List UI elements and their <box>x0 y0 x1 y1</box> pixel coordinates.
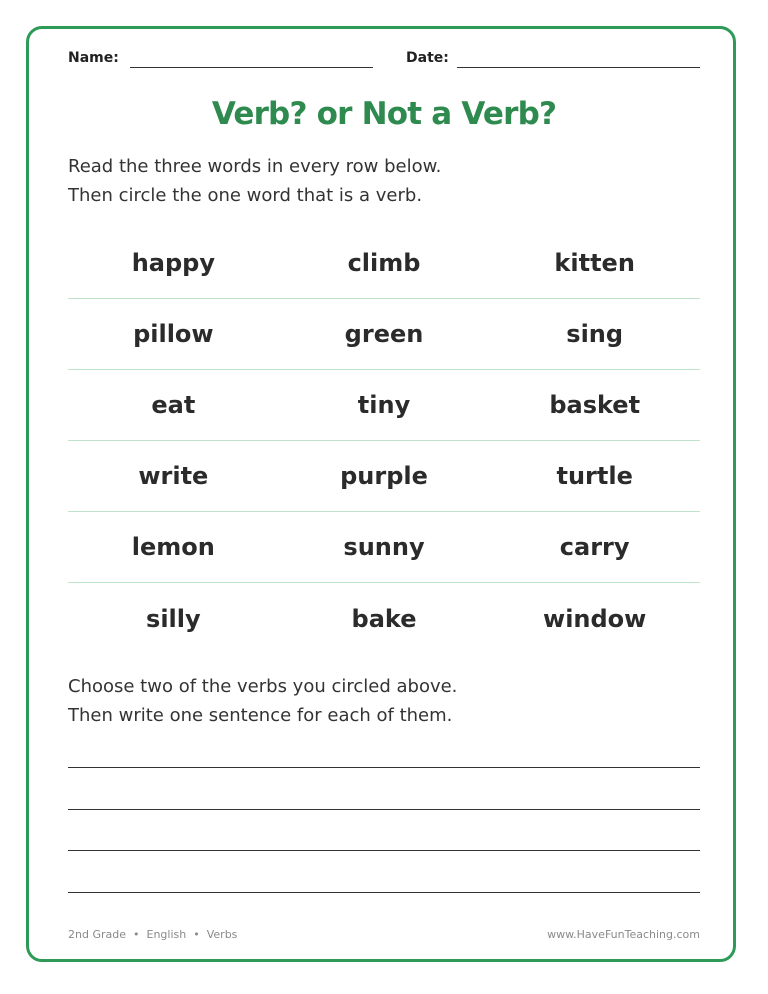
writing-line[interactable] <box>68 850 700 851</box>
word-grid <box>68 228 700 654</box>
word-cell[interactable]: pillow <box>133 320 214 348</box>
writing-line[interactable] <box>68 892 700 893</box>
instruction-line: Then write one sentence for each of them. <box>68 705 453 726</box>
writing-line[interactable] <box>68 767 700 768</box>
instruction-line: Read the three words in every row below. <box>68 156 442 177</box>
word-cell[interactable]: eat <box>151 391 196 419</box>
date-label: Date: <box>406 50 449 66</box>
word-row <box>68 583 700 654</box>
writing-line[interactable] <box>68 809 700 810</box>
word-cell[interactable]: write <box>138 462 209 490</box>
word-cell[interactable]: bake <box>351 604 417 633</box>
word-cell[interactable]: lemon <box>131 533 215 561</box>
name-date-row <box>68 50 700 72</box>
name-label: Name: <box>68 50 119 66</box>
word-cell[interactable]: basket <box>549 391 641 419</box>
instructions-bottom <box>68 672 700 730</box>
word-cell[interactable]: carry <box>559 533 630 561</box>
word-cell[interactable]: sing <box>566 320 624 348</box>
name-field-line[interactable] <box>130 67 373 68</box>
word-cell[interactable]: turtle <box>556 462 633 490</box>
word-cell[interactable]: tiny <box>357 391 411 419</box>
date-field-line[interactable] <box>457 67 700 68</box>
footer-separator: • <box>193 928 200 941</box>
footer-separator: • <box>133 928 140 941</box>
word-row <box>68 228 700 299</box>
footer-subject: English <box>146 928 187 941</box>
word-row <box>68 299 700 370</box>
instructions-top <box>68 152 700 210</box>
footer-breadcrumb <box>68 928 237 941</box>
word-cell[interactable]: purple <box>340 462 428 490</box>
word-row <box>68 512 700 583</box>
word-cell[interactable]: happy <box>131 249 215 277</box>
footer-topic: Verbs <box>206 928 238 941</box>
word-cell[interactable]: silly <box>146 604 201 633</box>
footer-grade: 2nd Grade <box>68 928 126 941</box>
word-row <box>68 441 700 512</box>
footer-website: www.HaveFunTeaching.com <box>547 928 700 941</box>
word-cell[interactable]: window <box>543 604 647 633</box>
instruction-line: Choose two of the verbs you circled above. <box>68 676 458 697</box>
word-cell[interactable]: kitten <box>554 249 635 277</box>
writing-lines <box>68 767 700 933</box>
word-cell[interactable]: green <box>344 320 424 348</box>
instruction-line: Then circle the one word that is a verb. <box>68 185 423 206</box>
word-row <box>68 370 700 441</box>
worksheet-title: Verb? or Not a Verb? <box>211 96 557 132</box>
word-cell[interactable]: climb <box>347 249 421 277</box>
word-cell[interactable]: sunny <box>343 533 425 561</box>
